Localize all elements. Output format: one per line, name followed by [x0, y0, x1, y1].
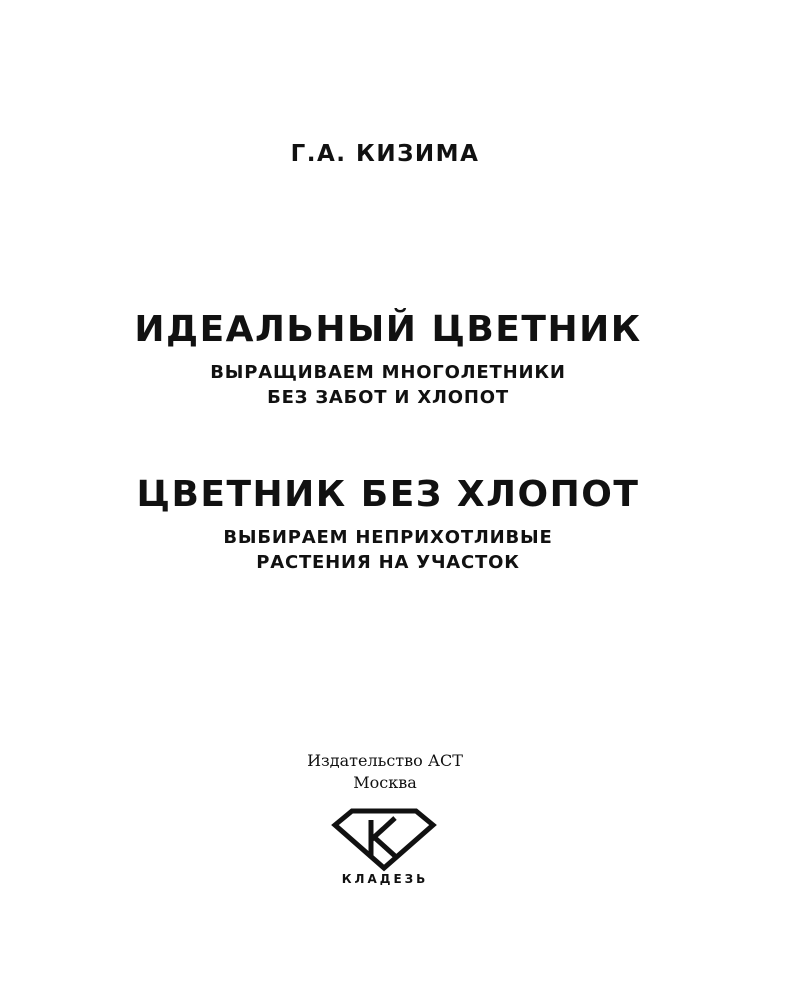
book-one-subtitle-line: ВЫРАЩИВАЕМ МНОГОЛЕТНИКИ: [210, 362, 566, 383]
kladez-diamond-logo-icon: [331, 808, 437, 872]
book-two-subtitle: [0, 525, 776, 575]
book-one: [0, 306, 776, 410]
author-name: Г.А. КИЗИМА: [290, 141, 480, 167]
book-one-subtitle-line: БЕЗ ЗАБОТ И ХЛОПОТ: [267, 387, 509, 408]
book-one-title: ИДЕАЛЬНЫЙ ЦВЕТНИК: [134, 309, 642, 350]
publisher-name: Издательство АСТ: [307, 751, 463, 770]
book-two-subtitle-line: ВЫБИРАЕМ НЕПРИХОТЛИВЫЕ: [223, 527, 553, 548]
book-two: [0, 471, 776, 575]
publisher-city: Москва: [353, 773, 417, 792]
imprint-name: КЛАДЕЗЬ: [341, 872, 429, 886]
book-one-subtitle: [0, 360, 776, 410]
book-two-title: ЦВЕТНИК БЕЗ ХЛОПОТ: [136, 474, 640, 515]
book-two-subtitle-line: РАСТЕНИЯ НА УЧАСТОК: [256, 552, 520, 573]
publisher-block: [0, 750, 770, 794]
